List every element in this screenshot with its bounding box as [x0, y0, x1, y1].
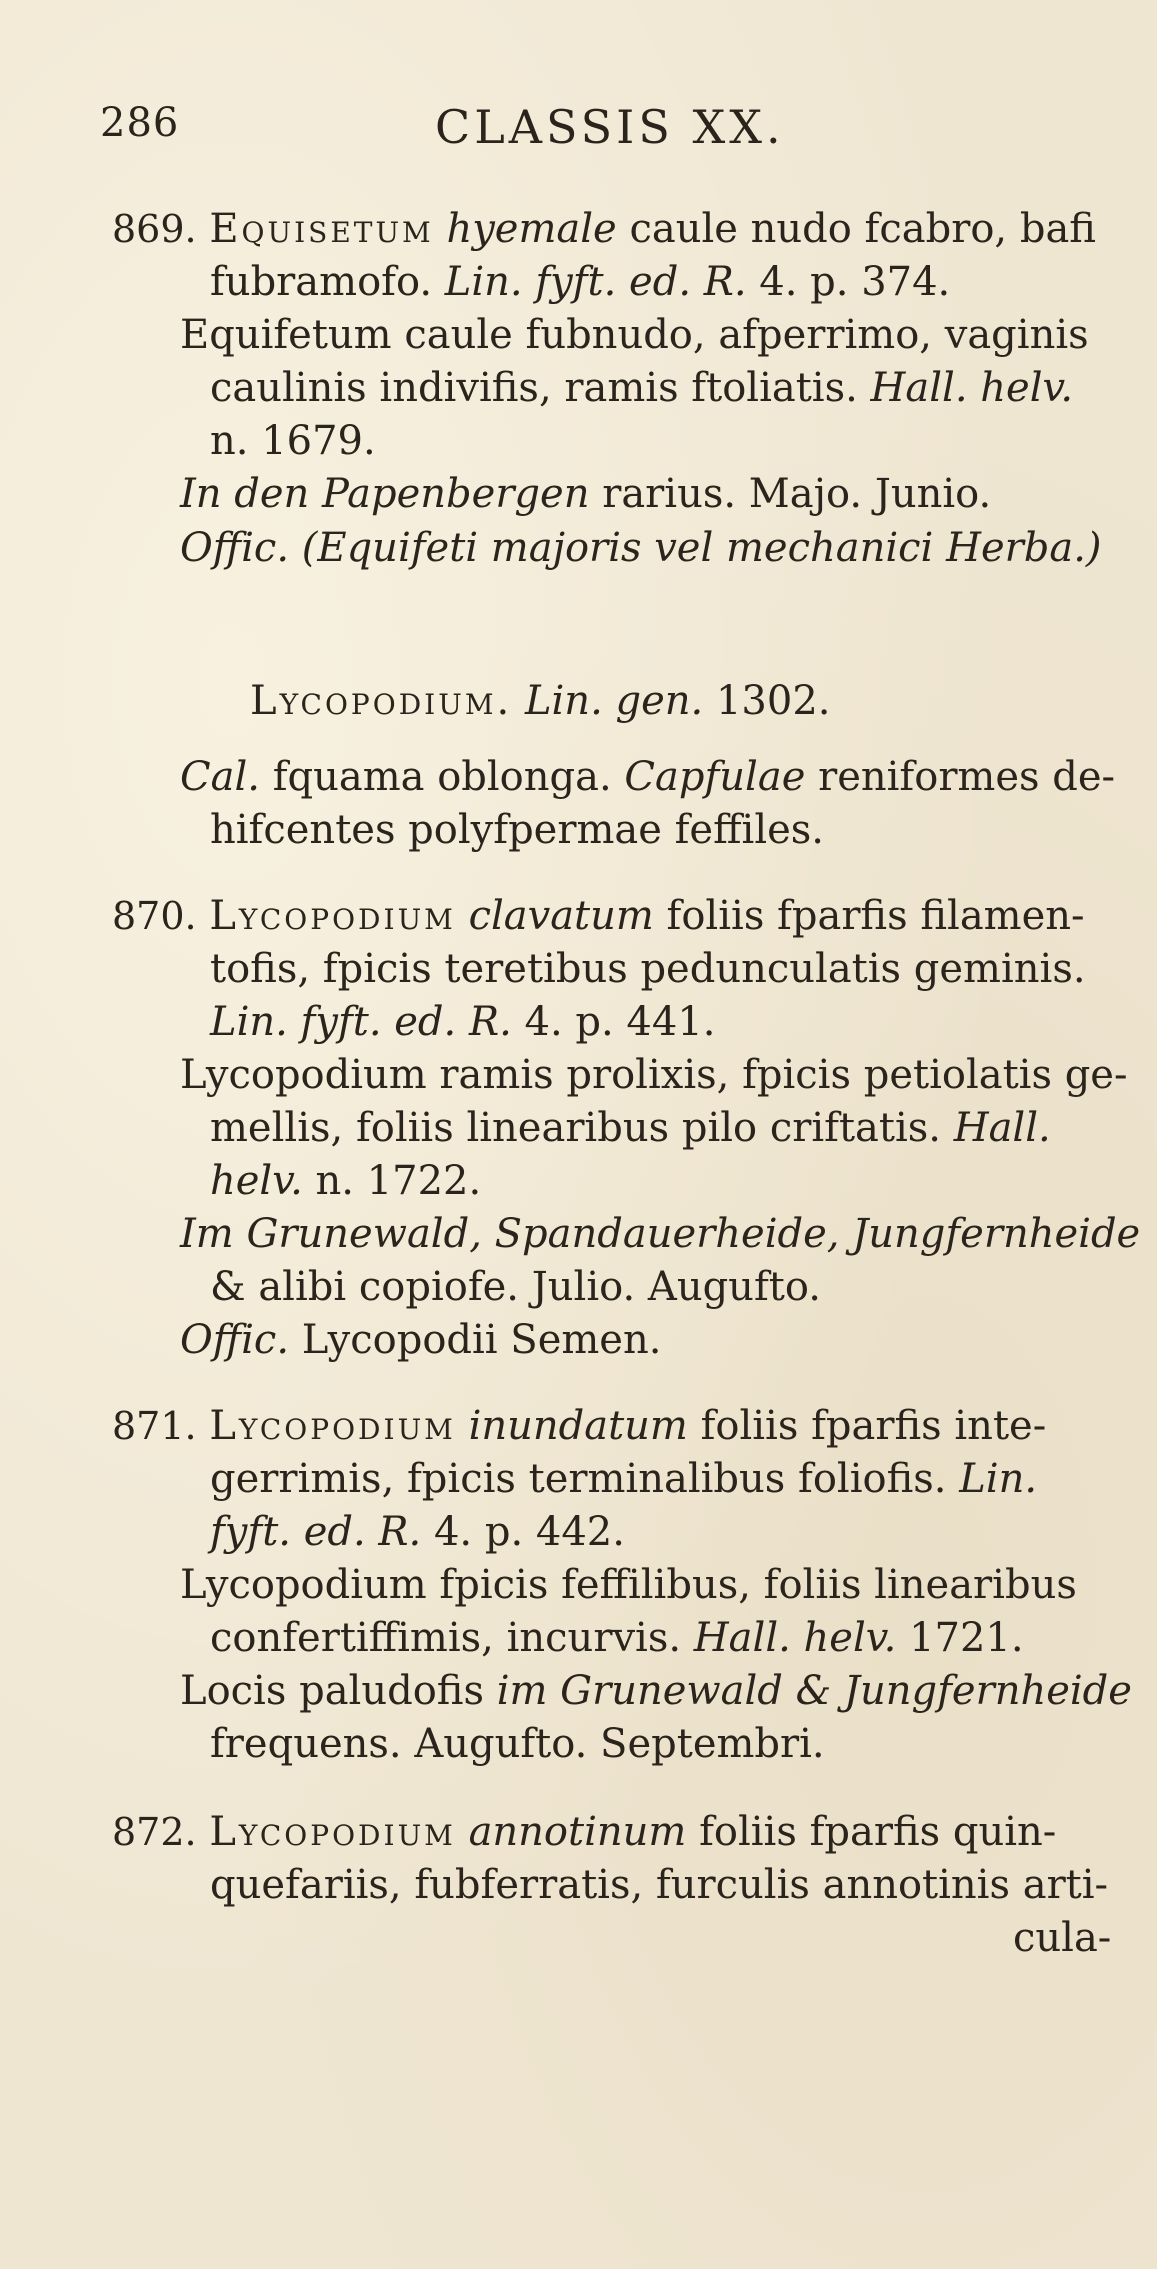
catchword-text: cula- — [1013, 1915, 1112, 1961]
entry-869-line-7 — [180, 522, 1102, 574]
species-name: hyemale — [446, 206, 617, 252]
entry-870-line-6 — [210, 1155, 481, 1207]
reference: Hall. helv. — [870, 365, 1074, 411]
diagnosis-text: foliis fparfis inte- — [700, 1403, 1047, 1449]
genus-heading: Lycopodium. — [250, 678, 513, 724]
officinal-label: Offic. — [180, 1317, 290, 1363]
synonym-text: Equifetum caule fubnudo, afperrimo, vaginis — [180, 312, 1089, 358]
entry-871-line-7 — [210, 1718, 825, 1770]
entry-number: 870. — [112, 894, 197, 938]
reference-number: 1302. — [715, 678, 831, 724]
entry-871-line-3 — [210, 1506, 625, 1558]
diagnosis-text: foliis fparfis quin- — [699, 1809, 1057, 1855]
habitat-text: rarius. Majo. Junio. — [602, 471, 992, 517]
species-name: clavatum — [468, 893, 654, 939]
entry-872-line-1 — [112, 1806, 1056, 1858]
capsule-text: reniformes de- — [818, 754, 1116, 800]
entry-869-line-4 — [210, 362, 1073, 414]
entry-871-line-4 — [180, 1559, 1077, 1611]
diagnosis-text: gerrimis, fpicis terminalibus foliofis. — [210, 1456, 947, 1502]
locality: im Grunewald & Jungfernheide — [496, 1668, 1132, 1714]
entry-870-line-2 — [210, 943, 1086, 995]
genus-name: Lycopodium — [209, 1403, 456, 1449]
calyx-text: fquama oblonga. — [272, 754, 612, 800]
entry-872-line-2 — [210, 1859, 1108, 1911]
entry-number: 871. — [112, 1404, 197, 1448]
entry-869-line-6 — [180, 468, 991, 520]
entry-869-line-5 — [210, 415, 376, 467]
locality: In den Papenbergen — [180, 471, 590, 517]
diagnosis-text: foliis fparfis filamen- — [666, 893, 1085, 939]
entry-871-line-2 — [210, 1453, 1037, 1505]
reference-number: 1721. — [909, 1615, 1024, 1661]
entry-869-line-3 — [180, 309, 1089, 361]
officinal-text: Lycopodii Semen. — [301, 1317, 662, 1363]
genus-calyx-line — [180, 751, 1115, 803]
reference: Lin. fyft. ed. R. — [444, 259, 747, 305]
entry-870-line-3 — [210, 996, 716, 1048]
officinal-label: Offic. — [180, 525, 290, 571]
locality: Im Grunewald, Spandauerheide, Jungfernheide — [180, 1211, 1141, 1257]
reference-page: 4. p. 441. — [524, 999, 716, 1045]
entry-871-line-1 — [112, 1400, 1046, 1452]
page-header — [100, 100, 1100, 160]
entry-number: 869. — [112, 207, 197, 251]
genus-name: Lycopodium — [209, 893, 456, 939]
entry-869-line-2 — [210, 256, 950, 308]
capsule-label: Capfulae — [624, 754, 806, 800]
entry-870-line-1 — [112, 890, 1085, 942]
diagnosis-text: caule nudo fcabro, bafi — [629, 206, 1096, 252]
entry-870-line-5 — [210, 1102, 1051, 1154]
reference: helv. — [210, 1158, 303, 1204]
entry-869-line-1 — [112, 203, 1096, 255]
entry-871-line-5 — [210, 1612, 1024, 1664]
entry-870-line-4 — [180, 1049, 1127, 1101]
reference-number: n. 1722. — [315, 1158, 482, 1204]
reference: Lin. fyft. ed. R. — [210, 999, 512, 1045]
synonym-text: Lycopodium ramis prolixis, fpicis petiolatis ge- — [180, 1052, 1128, 1098]
diagnosis-text: quefariis, fubferratis, furculis annotinis arti- — [210, 1862, 1109, 1908]
habitat-text: frequens. Augufto. Septembri. — [210, 1721, 825, 1767]
synonym-text: mellis, foliis linearibus pilo criftatis. — [210, 1105, 941, 1151]
reference: fyft. ed. R. — [210, 1509, 422, 1555]
entry-870-line-7 — [180, 1208, 1140, 1260]
synonym-text: caulinis indivifis, ramis ftoliatis. — [210, 365, 858, 411]
reference: Hall. helv. — [693, 1615, 897, 1661]
reference: Lin. gen. — [524, 678, 704, 724]
genus-heading-line — [250, 675, 831, 727]
catchword — [1013, 1912, 1111, 1964]
entry-871-line-6 — [180, 1665, 1132, 1717]
capsule-text: hifcentes polyfpermae feffiles. — [210, 807, 825, 853]
species-name: inundatum — [468, 1403, 688, 1449]
diagnosis-text: fubramofo. — [210, 259, 433, 305]
reference: Lin. — [959, 1456, 1038, 1502]
reference-page: 4. p. 442. — [433, 1509, 625, 1555]
reference-page: 4. p. 374. — [759, 259, 951, 305]
page-number: 286 — [100, 100, 180, 146]
reference: Hall. — [953, 1105, 1051, 1151]
genus-name: Lycopodium — [209, 1809, 456, 1855]
habitat-text: Locis paludofis — [180, 1668, 484, 1714]
reference-number: n. 1679. — [210, 418, 376, 464]
entry-870-line-9 — [180, 1314, 661, 1366]
habitat-text: & alibi copiofe. Julio. Augufto. — [210, 1264, 821, 1310]
officinal-text: (Equifeti majoris vel mechanici Herba.) — [301, 525, 1102, 571]
genus-name: Equisetum — [209, 206, 434, 252]
synonym-text: confertiffimis, incurvis. — [210, 1615, 682, 1661]
synonym-text: Lycopodium fpicis feffilibus, foliis linearibus — [180, 1562, 1077, 1608]
diagnosis-text: tofis, fpicis teretibus pedunculatis geminis. — [210, 946, 1086, 992]
entry-870-line-8 — [210, 1261, 821, 1313]
genus-capsule-line — [210, 804, 824, 856]
calyx-label: Cal. — [180, 754, 260, 800]
running-head: CLASSIS XX. — [435, 100, 785, 154]
entry-number: 872. — [112, 1810, 197, 1854]
species-name: annotinum — [468, 1809, 687, 1855]
